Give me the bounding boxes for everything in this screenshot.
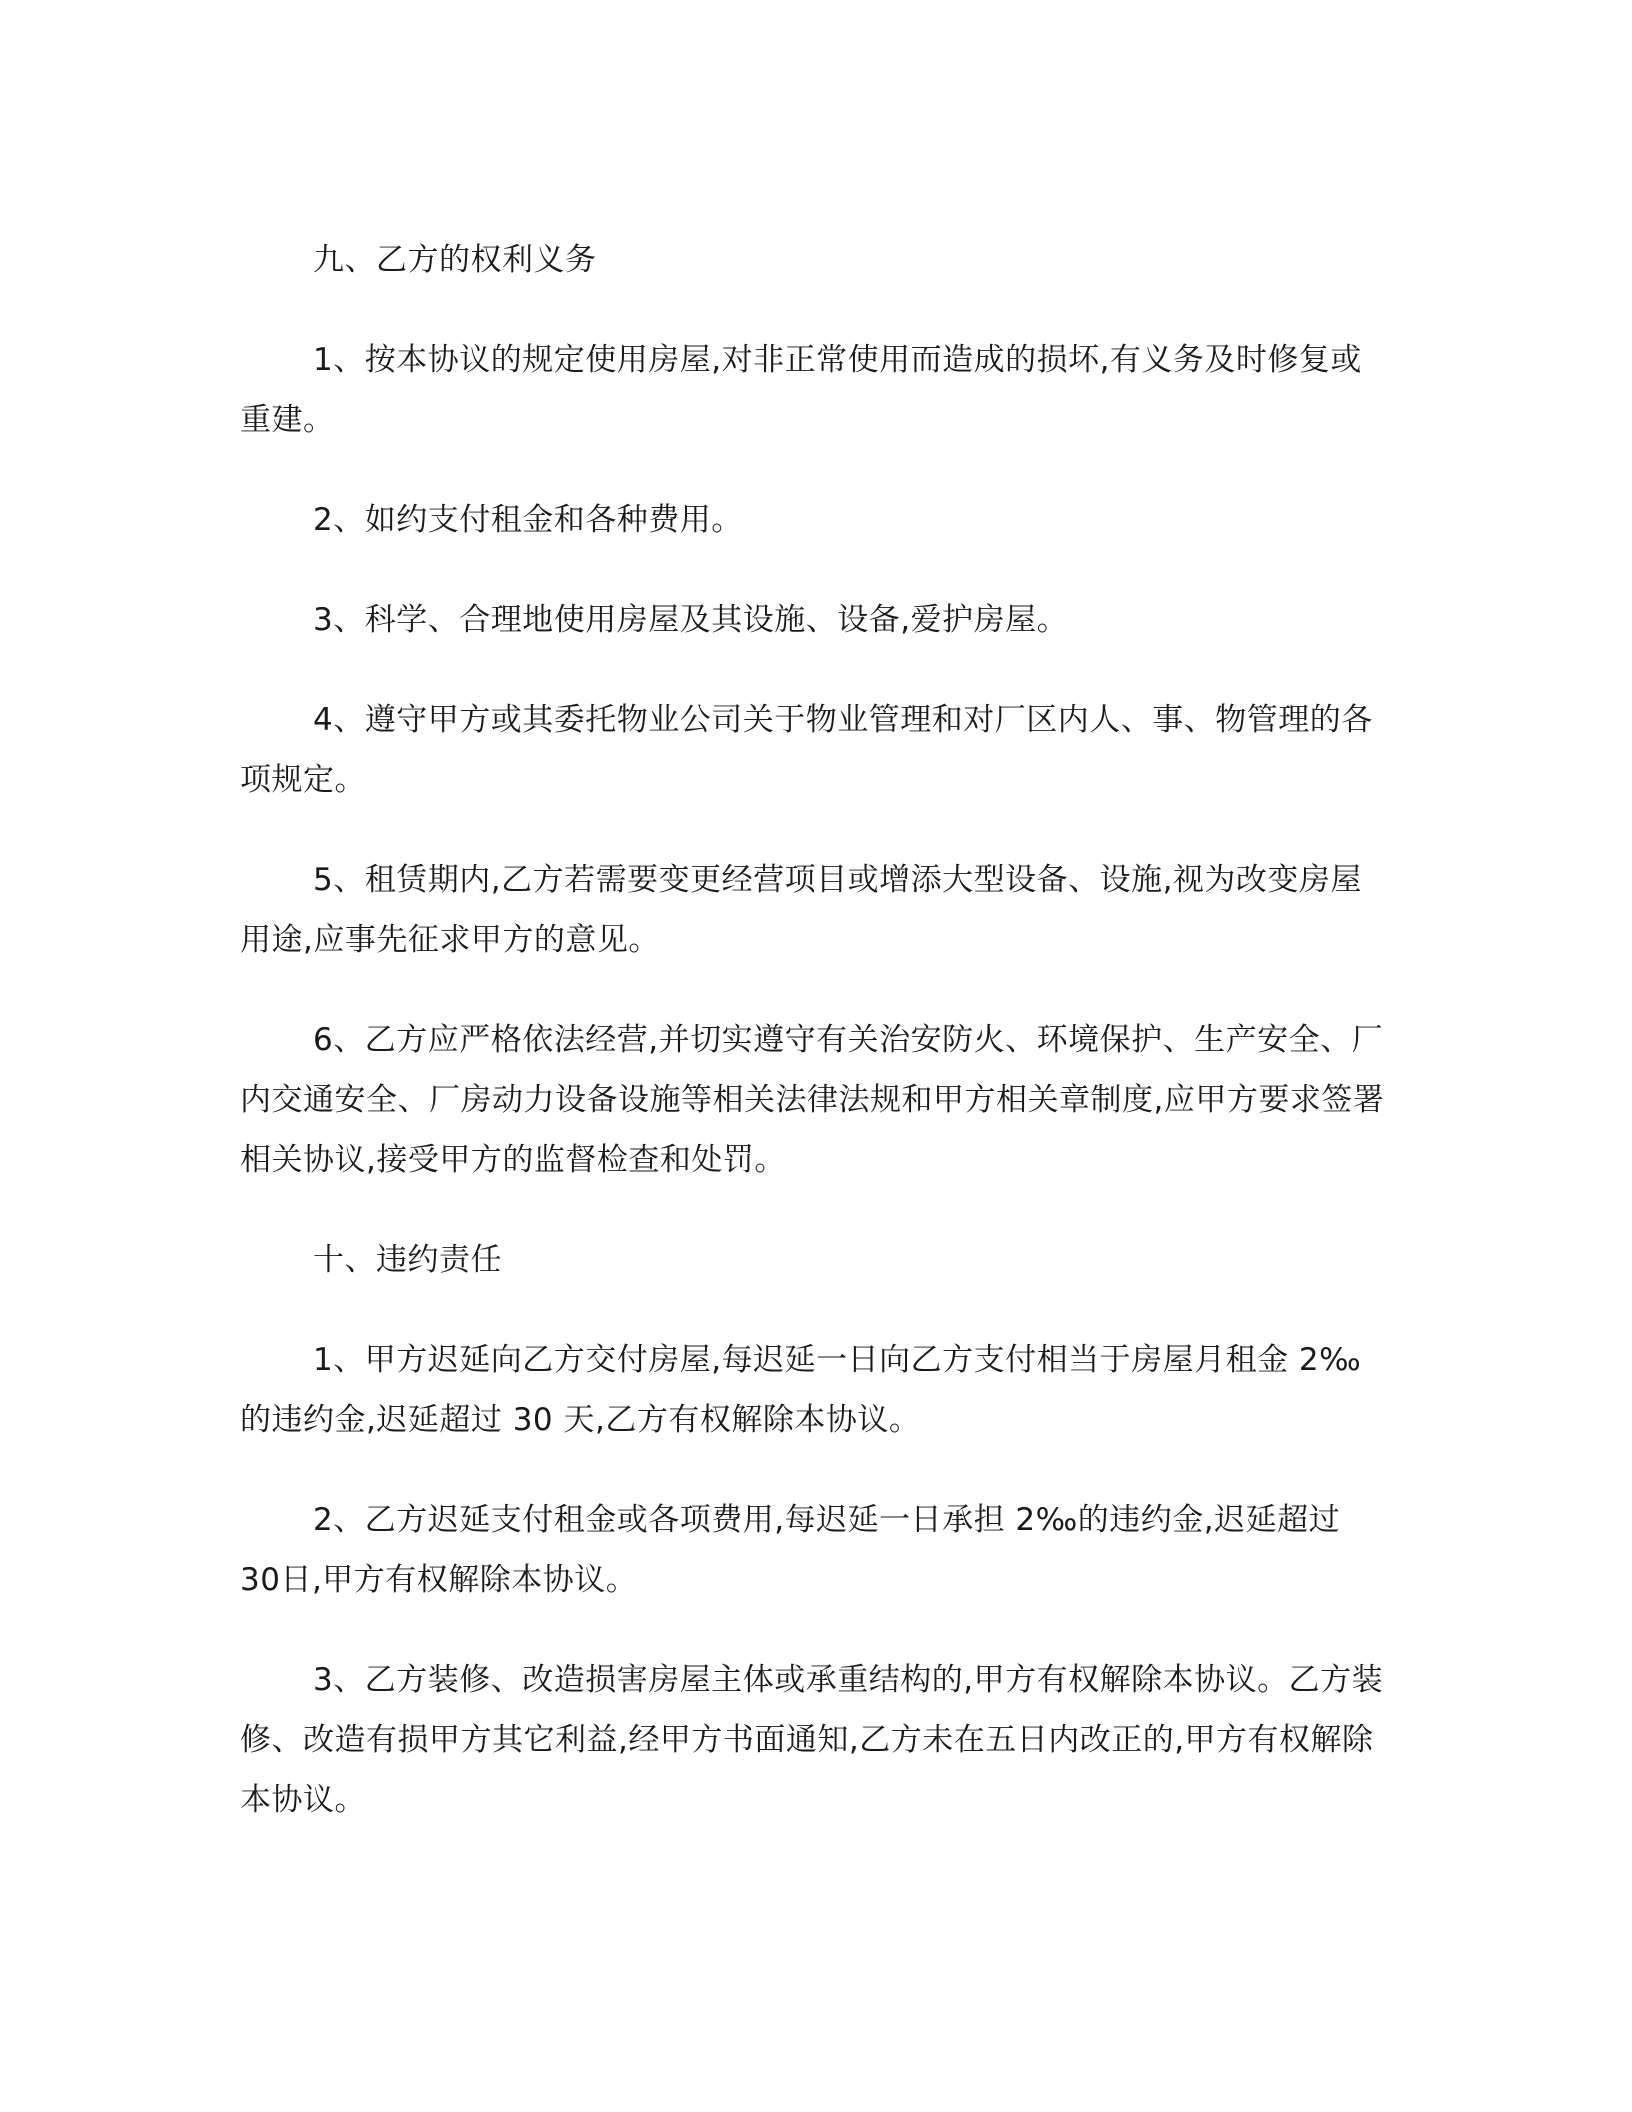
section-nine-item-1: 1、按本协议的规定使用房屋,对非正常使用而造成的损坏,有义务及时修复或重建。: [240, 342, 1362, 438]
section-ten-heading: 十、违约责任: [313, 1242, 502, 1278]
section-nine-item-6: 6、乙方应严格依法经营,并切实遵守有关治安防火、环境保护、生产安全、厂内交通安全、厂房动力设备设施等相关法律法规和甲方相关章制度,应甲方要求签署相关协议,接受甲方的监督检查和处罚。: [240, 1022, 1385, 1178]
section-nine-heading: 九、乙方的权利义务: [313, 242, 597, 278]
section-nine-item-5: 5、租赁期内,乙方若需要变更经营项目或增添大型设备、设施,视为改变房屋用途,应事先征求甲方的意见。: [240, 862, 1362, 958]
section-nine-item-2: 2、如约支付租金和各种费用。: [313, 502, 743, 538]
section-nine-item-3: 3、科学、合理地使用房屋及其设施、设备,爱护房屋。: [313, 602, 1069, 638]
section-ten-item-3: 3、乙方装修、改造损害房屋主体或承重结构的,甲方有权解除本协议。乙方装修、改造有损甲方其它利益,经甲方书面通知,乙方未在五日内改正的,甲方有权解除本协议。: [240, 1662, 1384, 1818]
document-body: [240, 230, 1390, 1830]
section-nine-item-4: 4、遵守甲方或其委托物业公司关于物业管理和对厂区内人、事、物管理的各项规定。: [240, 702, 1373, 798]
section-ten-item-2: 2、乙方迟延支付租金或各项费用,每迟延一日承担 2‰的违约金,迟延超过 30日,甲方有权解除本协议。: [240, 1502, 1341, 1598]
section-ten-item-1: 1、甲方迟延向乙方交付房屋,每迟延一日向乙方支付相当于房屋月租金 2‰的违约金,迟延超过 30 天,乙方有权解除本协议。: [240, 1342, 1362, 1438]
